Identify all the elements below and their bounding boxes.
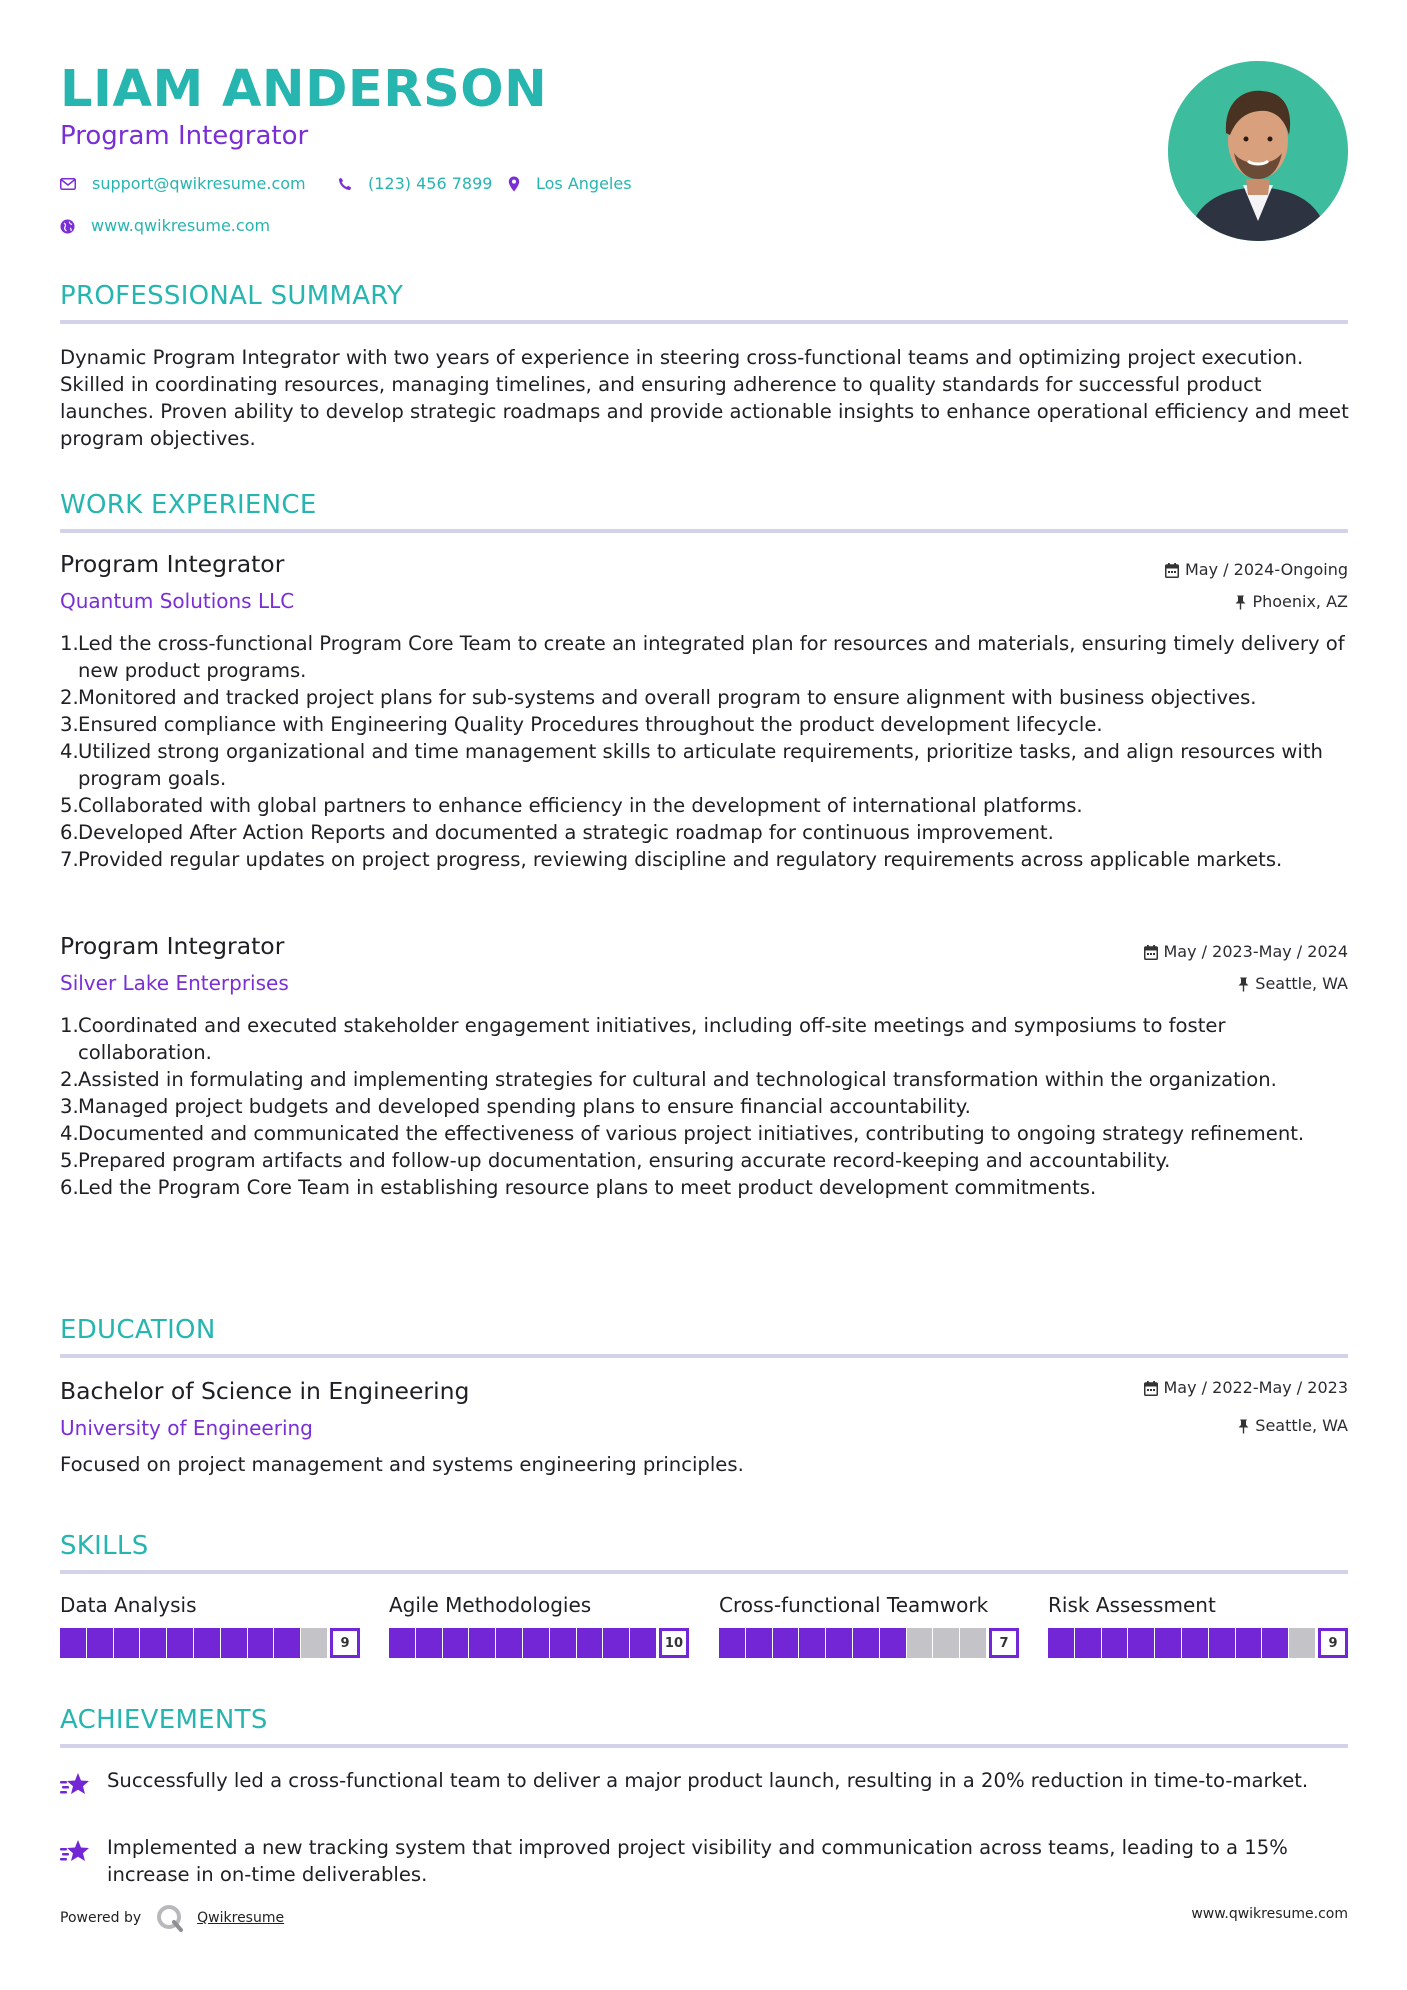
job-location-text: Seattle, WA (1255, 974, 1348, 993)
skill-segment-empty (960, 1628, 986, 1658)
skill-item (719, 1591, 1019, 1658)
skill-label: Cross-functional Teamwork (719, 1593, 989, 1617)
pushpin-icon (1235, 595, 1246, 610)
section-divider (60, 1744, 1348, 1748)
skill-segment-filled (248, 1628, 274, 1658)
powered-by-label: Powered by (60, 1910, 142, 1926)
list-item: 4. Utilized strong organizational and time management skills to articulate requirements, prioritize tasks, and align resources with program goals. (60, 740, 1323, 790)
skill-segment-filled (773, 1628, 799, 1658)
skill-segment-filled (443, 1628, 469, 1658)
skill-segment-filled (87, 1628, 113, 1658)
contact-location (508, 173, 632, 195)
calendar-icon (1144, 1381, 1158, 1396)
skill-segment-filled (1209, 1628, 1235, 1658)
brand-link[interactable]: Qwikresume (197, 1910, 285, 1926)
skill-segment-filled (630, 1628, 656, 1658)
skill-segment-filled (1075, 1628, 1101, 1658)
skill-score: 10 (659, 1628, 689, 1658)
skill-segment-filled (1155, 1628, 1181, 1658)
job-location (1238, 973, 1348, 995)
skill-segment-filled (194, 1628, 220, 1658)
education-heading: EDUCATION (60, 1315, 216, 1345)
pushpin-icon (1238, 977, 1249, 992)
contact-website[interactable] (60, 215, 270, 237)
list-item: 6. Developed After Action Reports and documented a strategic roadmap for continuous improvement. (60, 821, 1054, 844)
list-item: 6. Led the Program Core Team in establishing resource plans to meet product development commitments. (60, 1176, 1097, 1199)
skill-bar (60, 1628, 360, 1658)
skill-segment-filled (550, 1628, 576, 1658)
skill-segment-filled (1128, 1628, 1154, 1658)
skill-segment-filled (167, 1628, 193, 1658)
list-item: 2. Monitored and tracked project plans for sub-systems and overall program to ensure alignment with business objectives. (60, 686, 1257, 709)
list-item: 3. Managed project budgets and developed spending plans to ensure financial accountability. (60, 1095, 971, 1118)
skill-score: 9 (1318, 1628, 1348, 1658)
phone-icon (338, 177, 352, 191)
skill-segment-filled (603, 1628, 629, 1658)
job-title: Program Integrator (60, 550, 285, 578)
email-text: support@qwikresume.com (92, 174, 306, 193)
job-dates-text: May / 2023-May / 2024 (1163, 942, 1348, 961)
star-icon (60, 1838, 92, 1866)
candidate-title: Program Integrator (60, 121, 309, 151)
skill-segment-empty (301, 1628, 327, 1658)
achievement-item (60, 1767, 1350, 1799)
skill-segment-filled (719, 1628, 745, 1658)
skill-segment-filled (60, 1628, 86, 1658)
skill-segment-filled (496, 1628, 522, 1658)
skill-score: 9 (330, 1628, 360, 1658)
degree-title: Bachelor of Science in Engineering (60, 1377, 470, 1405)
skill-segment-filled (853, 1628, 879, 1658)
job-title: Program Integrator (60, 932, 285, 960)
job-bullets (60, 630, 1350, 873)
skill-item (60, 1591, 360, 1658)
list-item: 5. Prepared program artifacts and follow-up documentation, ensuring accurate record-keeping and accountability. (60, 1149, 1171, 1172)
skill-segment-filled (746, 1628, 772, 1658)
skill-bar (389, 1628, 689, 1658)
star-icon (60, 1771, 92, 1799)
education-location (1238, 1415, 1348, 1437)
calendar-icon (1165, 563, 1179, 578)
envelope-icon (60, 178, 76, 190)
achievement-text: Successfully led a cross-functional team to deliver a major product launch, resulting in a 20% reduction in time-to-market. (107, 1769, 1309, 1792)
skill-segment-filled (469, 1628, 495, 1658)
powered-by (60, 1903, 284, 1933)
achievement-item (60, 1834, 1350, 1888)
map-pin-icon (508, 176, 520, 192)
list-item: 7. Provided regular updates on project progress, reviewing discipline and regulatory requirements across applicable markets. (60, 848, 1283, 871)
section-divider (60, 529, 1348, 533)
footer-url[interactable]: www.qwikresume.com (1191, 1906, 1348, 1922)
school-name: University of Engineering (60, 1416, 313, 1440)
skill-segment-filled (221, 1628, 247, 1658)
location-text: Los Angeles (536, 174, 632, 193)
skill-segment-filled (880, 1628, 906, 1658)
skill-segment-filled (140, 1628, 166, 1658)
skill-item (389, 1591, 689, 1658)
skill-segment-filled (1262, 1628, 1288, 1658)
contact-phone[interactable] (338, 173, 492, 195)
section-divider (60, 1570, 1348, 1574)
summary-text: Dynamic Program Integrator with two years of experience in steering cross-functional teams and optimizing project execution. Skilled in coordinating resources, managing timelines, and ensuring adherence to quality standards for successful product launches. Proven ability to develop strategic roadmaps and provide actionable insights to enhance operational efficiency and meet program objectives. (60, 346, 1349, 450)
list-item: 1. Coordinated and executed stakeholder engagement initiatives, including off-site meetings and symposiums to foster collaboration. (60, 1014, 1226, 1064)
phone-text: (123) 456 7899 (368, 174, 493, 193)
education-location-text: Seattle, WA (1255, 1416, 1348, 1435)
skill-segment-empty (933, 1628, 959, 1658)
qwikresume-logo-icon (155, 1903, 185, 1933)
list-item: 2. Assisted in formulating and implementing strategies for cultural and technological transformation within the organization. (60, 1068, 1277, 1091)
skills-heading: SKILLS (60, 1531, 149, 1561)
skill-label: Agile Methodologies (389, 1593, 592, 1617)
skill-segment-filled (416, 1628, 442, 1658)
skill-bar (719, 1628, 1019, 1658)
skill-score: 7 (989, 1628, 1019, 1658)
education-dates-text: May / 2022-May / 2023 (1163, 1378, 1348, 1397)
website-text: www.qwikresume.com (91, 216, 271, 235)
list-item: 4. Documented and communicated the effectiveness of various project initiatives, contributing to ongoing strategy refinement. (60, 1122, 1305, 1145)
achievements-heading: ACHIEVEMENTS (60, 1705, 268, 1735)
job-dates (1165, 559, 1348, 581)
skill-segment-filled (577, 1628, 603, 1658)
skill-segment-filled (1048, 1628, 1074, 1658)
skill-segment-filled (1236, 1628, 1262, 1658)
profile-photo (1168, 61, 1348, 241)
list-item: 5. Collaborated with global partners to enhance efficiency in the development of international platforms. (60, 794, 1083, 817)
calendar-icon (1144, 945, 1158, 960)
summary-heading: PROFESSIONAL SUMMARY (60, 281, 404, 311)
job-bullets (60, 1012, 1350, 1201)
education-dates (1144, 1377, 1349, 1399)
pushpin-icon (1238, 1419, 1249, 1434)
job-dates (1144, 941, 1349, 963)
skill-segment-filled (274, 1628, 300, 1658)
list-item: 1. Led the cross-functional Program Core Team to create an integrated plan for resources and materials, ensuring timely delivery of new product programs. (60, 632, 1345, 682)
skill-segment-empty (907, 1628, 933, 1658)
skill-segment-filled (1182, 1628, 1208, 1658)
skill-segment-filled (826, 1628, 852, 1658)
company-name: Quantum Solutions LLC (60, 589, 295, 613)
skill-segment-filled (523, 1628, 549, 1658)
section-divider (60, 1354, 1348, 1358)
job-location (1235, 591, 1348, 613)
skill-segment-filled (114, 1628, 140, 1658)
skill-item (1048, 1591, 1348, 1658)
education-description: Focused on project management and systems engineering principles. (60, 1453, 744, 1476)
candidate-name: LIAM ANDERSON (60, 60, 548, 119)
skill-bar (1048, 1628, 1348, 1658)
job-location-text: Phoenix, AZ (1252, 592, 1348, 611)
skill-label: Data Analysis (60, 1593, 197, 1617)
skill-segment-empty (1289, 1628, 1315, 1658)
list-item: 3. Ensured compliance with Engineering Quality Procedures throughout the product development lifecycle. (60, 713, 1103, 736)
globe-icon (60, 219, 75, 234)
skill-label: Risk Assessment (1048, 1593, 1216, 1617)
contact-email[interactable] (60, 173, 306, 195)
skill-segment-filled (799, 1628, 825, 1658)
experience-heading: WORK EXPERIENCE (60, 490, 317, 520)
company-name: Silver Lake Enterprises (60, 971, 289, 995)
job-dates-text: May / 2024-Ongoing (1185, 560, 1348, 579)
achievement-text: Implemented a new tracking system that improved project visibility and communication across teams, leading to a 15% increase in on-time deliverables. (107, 1836, 1288, 1886)
section-divider (60, 320, 1348, 324)
skill-segment-filled (1102, 1628, 1128, 1658)
skill-segment-filled (389, 1628, 415, 1658)
